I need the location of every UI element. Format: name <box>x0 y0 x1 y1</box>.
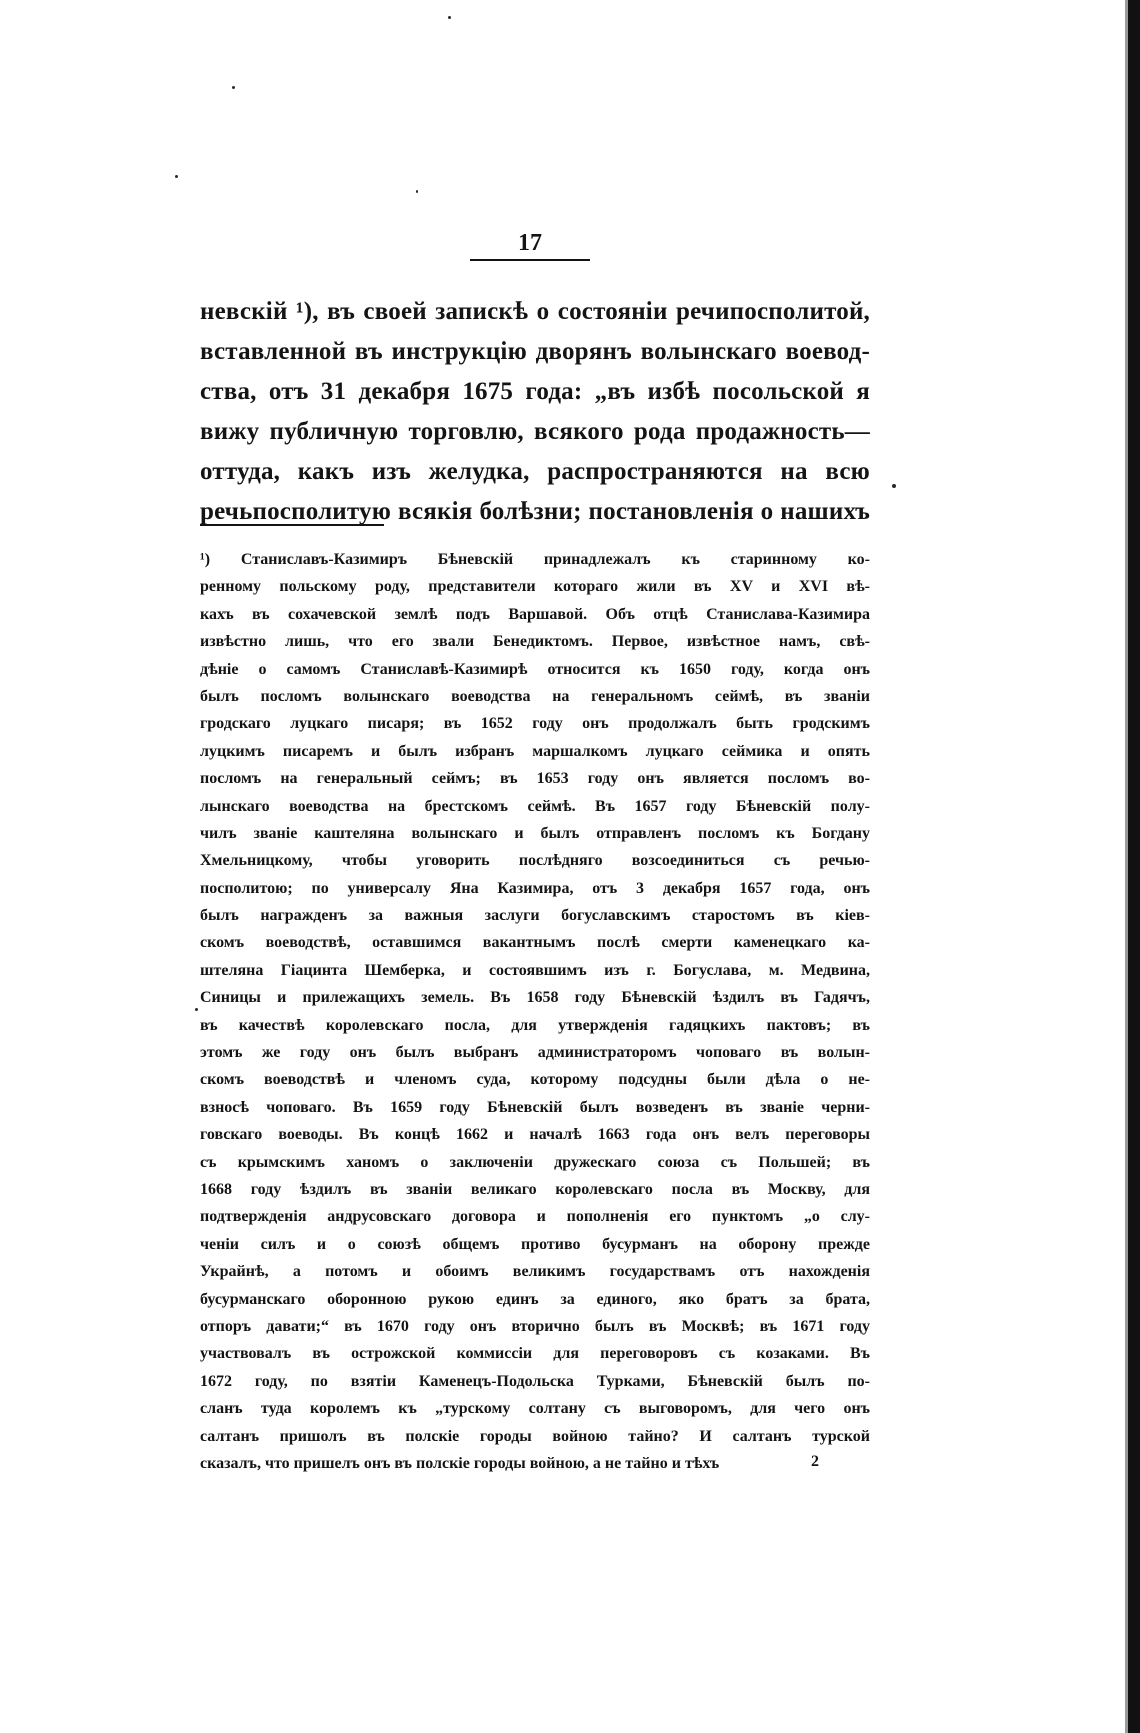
footnote-line: луцкимъ писаремъ и былъ избранъ маршалкомъ луцкаго сеймика и опять <box>200 742 870 760</box>
footnote-line-first <box>200 546 870 573</box>
footnote-divider <box>200 524 384 526</box>
footnote-line: сказалъ, что пришелъ онъ въ полскіе городы войною, а не тайно и тѣхъ <box>200 1454 720 1472</box>
main-line: вижу публичную торговлю, всякого рода продажность— <box>200 418 870 445</box>
footnote-line: скомъ воеводствѣ и членомъ суда, которому подсудны были дѣла о не- <box>200 1071 870 1089</box>
footnote-line-text: Станиславъ-Казимиръ Бѣневскій принадлежалъ къ старинному ко- <box>240 551 870 568</box>
page-number: 17 <box>470 230 590 261</box>
main-line: вставленной въ инструкцію дворянъ волынскаго воевод- <box>200 338 870 365</box>
footnote-line: былъ посломъ волынскаго воеводства на генеральномъ сеймѣ, въ званіи <box>200 687 870 705</box>
footnote-line: съ крымскимъ ханомъ о заключеніи дружескаго союза съ Польшей; въ <box>200 1153 870 1171</box>
footnote-line: извѣстно лишь, что его звали Бенедиктомъ. Первое, извѣстное намъ, свѣ- <box>200 633 870 651</box>
footnote-line: скомъ воеводствѣ, оставшимся вакантнымъ послѣ смерти каменецкаго ка- <box>200 934 870 952</box>
main-line: речьпосполитую всякія болѣзни; постановленія о нашихъ <box>200 498 870 525</box>
footnote-line: салтанъ пришолъ въ полскіе городы войною тайно? И салтанъ турской <box>200 1427 870 1445</box>
footnote-line: отпоръ давати;“ въ 1670 году онъ вторично былъ въ Москвѣ; въ 1671 году <box>200 1317 870 1335</box>
footnote-line: штеляна Гіацинта Шемберка, и состоявшимъ изъ г. Богуслава, м. Медвина, <box>200 961 870 979</box>
footnote-line: сланъ туда королемъ къ „турскому солтану съ выговоромъ, для чего онъ <box>200 1400 870 1418</box>
footnote-line: 1672 году, по взятіи Каменецъ-Подольска Турками, Бѣневскій былъ по- <box>200 1372 870 1390</box>
scan-speck <box>448 16 451 19</box>
footnote-line: Украйнѣ, а потомъ и обоимъ великимъ государствамъ отъ нахожденія <box>200 1263 870 1281</box>
footnote-line: этомъ же году онъ былъ выбранъ администраторомъ чоповаго въ волын- <box>200 1044 870 1062</box>
main-line: ства, отъ 31 декабря 1675 года: „въ избѣ посольской я <box>200 378 870 405</box>
footnote-line: взносѣ чоповаго. Въ 1659 году Бѣневскій былъ возведенъ въ званіе черни- <box>200 1098 870 1116</box>
scan-speck <box>892 484 896 488</box>
main-text <box>200 292 870 532</box>
main-line: невскій ¹), въ своей запискѣ о состояніи речипосполитой, <box>200 298 870 325</box>
footnote-line: ренному польскому роду, представители котораго жили въ XV и XVI вѣ- <box>200 578 870 596</box>
footnote-line: лынскаго воеводства на брестскомъ сеймѣ. Въ 1657 году Бѣневскій полу- <box>200 797 870 815</box>
footnote-line: чилъ званіе каштеляна волынскаго и былъ отправленъ посломъ къ Богдану <box>200 824 870 842</box>
footnote-marker: ¹) <box>200 551 211 568</box>
main-line: оттуда, какъ изъ желудка, распространяются на всю <box>200 458 870 485</box>
footnote-line: дѣніе о самомъ Станиславѣ-Казимирѣ относится къ 1650 году, когда онъ <box>200 660 870 678</box>
footnote-line: 1668 году ѣздилъ въ званіи великаго королевскаго посла въ Москву, для <box>200 1180 870 1198</box>
footnote-line: кахъ въ сохачевской землѣ подъ Варшавой. Объ отцѣ Станислава-Казимира <box>200 605 870 623</box>
footnote-line: Хмельницкому, чтобы уговорить послѣдняго возсоединиться съ речью- <box>200 852 870 870</box>
footnote-line: говскаго воеводы. Въ концѣ 1662 и началѣ 1663 года онъ велъ переговоры <box>200 1126 870 1144</box>
footnote-line: былъ награжденъ за важныя заслуги богуславскимъ старостомъ въ кіев- <box>200 907 870 925</box>
footnote-line: Синицы и прилежащихъ земель. Въ 1658 году Бѣневскій ѣздилъ въ Гадячъ, <box>200 989 870 1007</box>
footnote-line: участвовалъ въ острожской коммиссіи для переговоровъ съ козаками. Въ <box>200 1345 870 1363</box>
footnote-line: подтвержденія андрусовскаго договора и пополненія его пунктомъ „о слу- <box>200 1208 870 1226</box>
footnote-line: посломъ на генеральный сеймъ; въ 1653 году онъ является посломъ во- <box>200 770 870 788</box>
footnote-line: ченіи силъ и о союзѣ общемъ противо бусурманъ на оборону прежде <box>200 1235 870 1253</box>
footnote <box>200 546 870 1477</box>
scan-speck <box>175 175 178 178</box>
footnote-line: бусурманскаго оборонною рукою единъ за единого, яко братъ за брата, <box>200 1290 870 1308</box>
footnote-line: въ качествѣ королевскаго посла, для утвержденія гадяцкихъ пактовъ; въ <box>200 1016 870 1034</box>
scan-speck <box>195 1008 198 1011</box>
scan-speck <box>232 86 235 89</box>
scan-speck <box>416 190 418 193</box>
footnote-line: посполитою; по универсалу Яна Казимира, отъ 3 декабря 1657 года, онъ <box>200 879 870 897</box>
footnote-line: гродскаго луцкаго писаря; въ 1652 году онъ продолжалъ быть гродскимъ <box>200 715 870 733</box>
scan-edge <box>1128 0 1140 1733</box>
signature-mark: 2 <box>811 1453 819 1470</box>
